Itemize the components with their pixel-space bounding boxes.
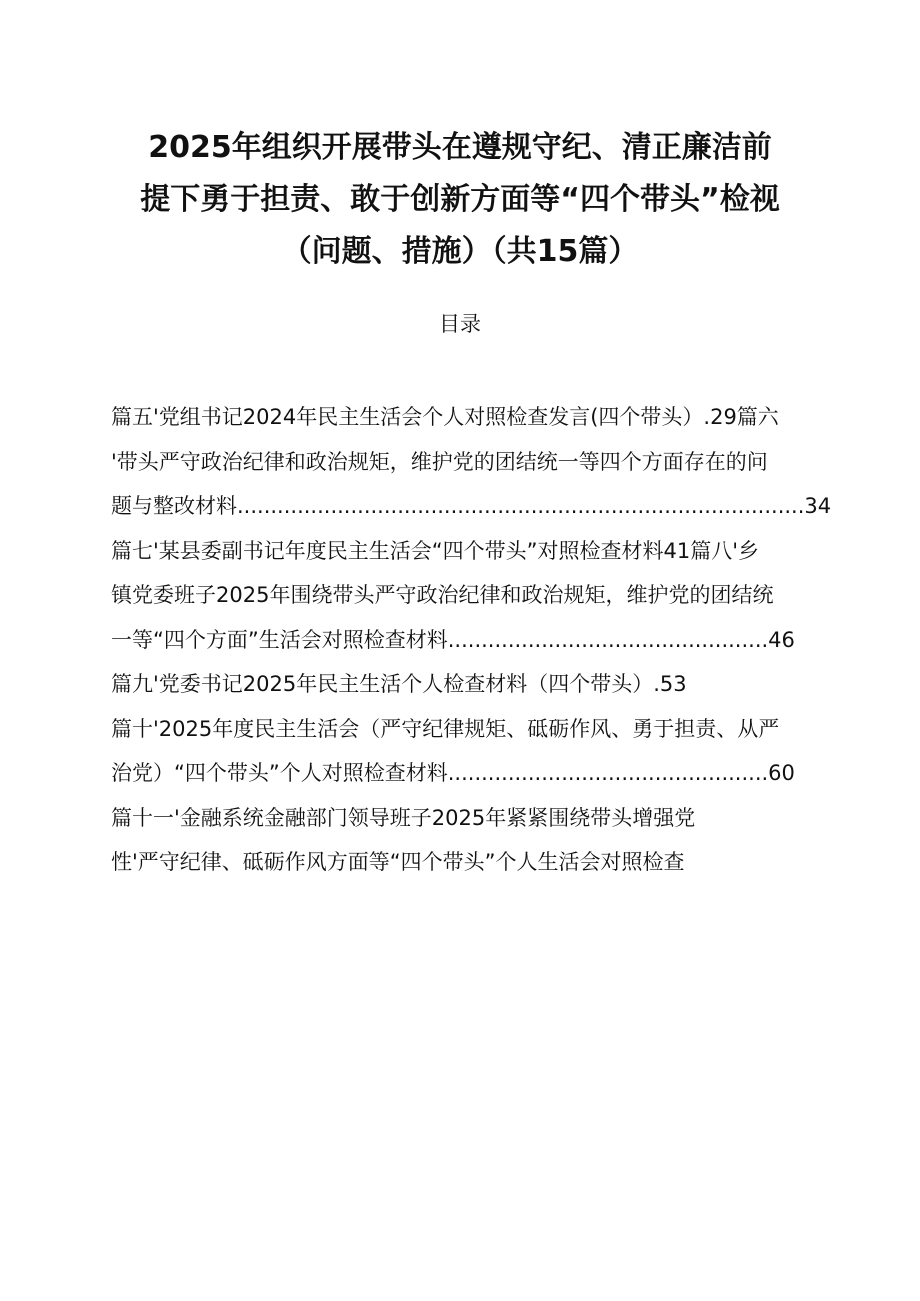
toc-line: 篇十'2025年度民主生活会（严守纪律规矩、砥砺作风、勇于担责、从严 [111,716,780,741]
toc-line: 题与整改材料.....................................................................................34 [111,494,832,518]
document-title [90,122,830,278]
toc-line: 篇五'党组书记2024年民主生活会个人对照检查发言(四个带头）.29篇六 [111,405,779,429]
title-line: 2025年组织开展带头在遵规守纪、清正廉洁前 [148,130,772,165]
toc-line: 篇十一'金融系统金融部门领导班子2025年紧紧围绕带头增强党 [111,805,696,830]
toc-line: 篇七'某县委副书记年度民主生活会“四个带头”对照检查材料41篇八'乡 [111,538,760,563]
toc-line: '带头严守政治纪律和政治规矩，维护党的团结统一等四个方面存在的问 [111,449,768,474]
toc-line: 篇九'党委书记2025年民主生活个人检查材料（四个带头）.53 [111,672,687,696]
toc-heading: 目录 [439,312,481,336]
toc-line: 一等“四个方面”生活会对照检查材料................................................46 [111,627,795,652]
toc-line: 性'严守纪律、砥砺作风方面等“四个带头”个人生活会对照检查 [111,850,685,874]
toc-line: 镇党委班子2025年围绕带头严守政治纪律和政治规矩，维护党的团结统 [111,583,774,607]
table-of-contents [111,395,846,885]
title-line: （问题、措施）（共15篇） [281,234,639,269]
toc-line: 治党）“四个带头”个人对照检查材料................................................60 [111,761,795,785]
title-line: 提下勇于担责、敢于创新方面等“四个带头”检视 [140,182,780,217]
